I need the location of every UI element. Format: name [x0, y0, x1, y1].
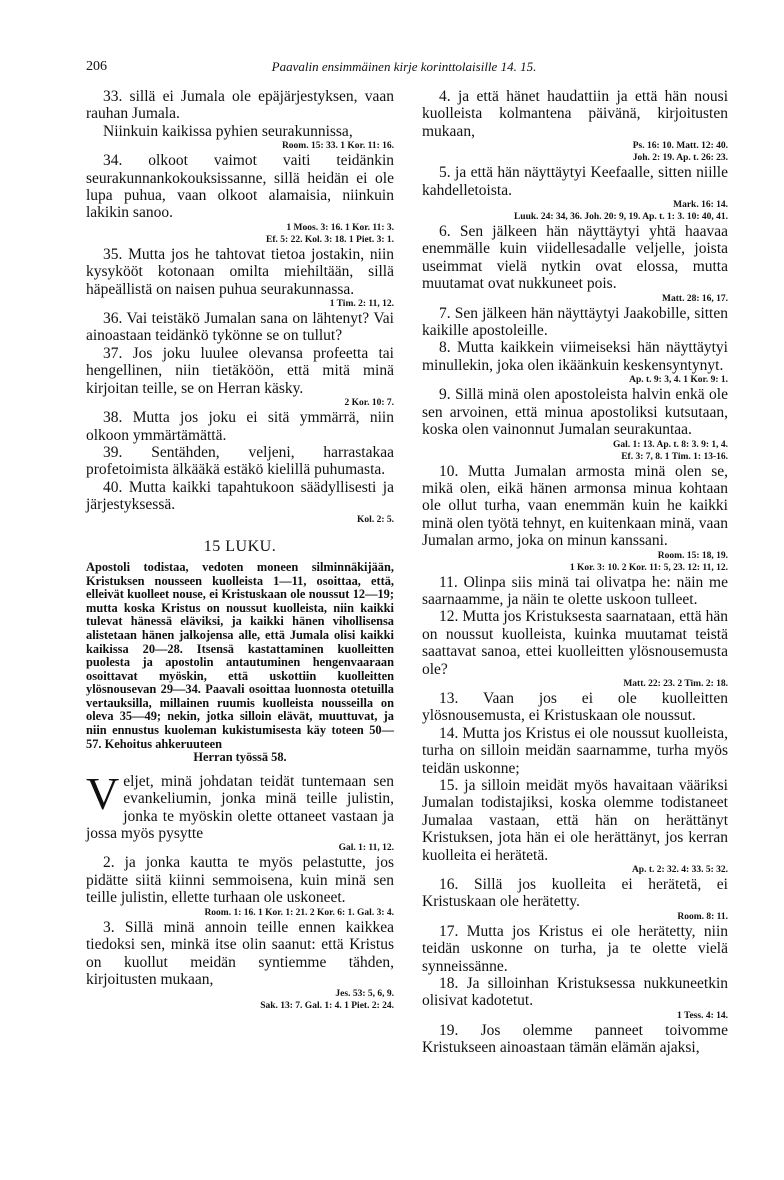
verse-36: 36. Vai teistäkö Jumalan sana on lähtenyt? Vai ainoastaan teidänkö tykönne se on tullut? [86, 310, 394, 345]
verse-6: 6. Sen jälkeen hän näyttäytyi yhtä haavaa enemmälle kuin viidellesadalle veljelle, joista useimmat vielä nytkin ovat elossa, mutta muutamat ovat nukkuneet pois. [422, 223, 728, 293]
verse-38: 38. Mutta jos joku ei sitä ymmärrä, niin olkoon ymmärtämättä. [86, 409, 394, 444]
verse-35: 35. Mutta jos he tahtovat tietoa jostakin, niin kysykööt kotonaan omilta miehiltään, sillä häpeällistä on naisen puhua seurakunnassa. [86, 245, 394, 298]
verse-10-references: Room. 15: 18, 19. [657, 550, 728, 561]
verse-14: 14. Mutta jos Kristus ei ole noussut kuolleista, turha on silloin meidän saarnamme, turha myös teidän uskonne; [422, 724, 728, 777]
verse-8-references: Ap. t. 9: 3, 4. 1 Kor. 9: 1. [629, 375, 728, 386]
verse-2: 2. ja jonka kautta te myös pelastutte, jos pidätte siitä kiinni semmoisena, kuin minä sen teille julistin, ellette turhaan ole uskoneet. [86, 854, 394, 907]
verse-4-references-2: Joh. 2: 19. Ap. t. 26: 23. [632, 153, 728, 164]
verse-18-references: 1 Tess. 4: 14. [677, 1010, 728, 1021]
drop-cap: V [86, 767, 120, 819]
verse-3-references-2: Sak. 13: 7. Gal. 1: 4. 1 Piet. 2: 24. [260, 1001, 394, 1012]
verse-13: 13. Vaan jos ei ole kuolleitten ylösnousemusta, ei Kristuskaan ole noussut. [422, 689, 728, 725]
verse-10: 10. Mutta Jumalan armosta minä olen se, mikä olen, eikä hänen armonsa minua kohtaan ole ollut turha, vaan enemmän kuin he kaikki minä olen työtä tehnyt, en kuitenkaan minä, vaan Jumalan armo, joka on minun kanssani. [422, 462, 728, 550]
verse-12-references: Matt. 22: 23. 2 Tim. 2: 18. [623, 678, 728, 689]
chapter-summary: Apostoli todistaa, vedoten moneen silminnäkijään, Kristuksen nousseen kuolleista 1—11, osoittaa, että, elleivät kuolleet nouse, ei Kristuskaan ole noussut 12—19; mutta koska Kristus on noussut kuolleista, niin kaikki tulevat hänessä eläviksi, ja kaikki hänen vihollisensa alistetaan hänen jalkojensa alle, että Jumala olisi kaikki kaikissa 20—28. Itsensä kastattaminen kuolleitten puolesta ja apostolin antautuminen hengenvaaraan osoittavat myöskin, että uskottiin kuolleitten ylösnousevan 29—34. Paavali osoittaa luonnosta otetuilla vertauksilla, millainen ruumis kuolleista nousseilla on oleva 35—49; nekin, jotka silloin elävät, muuttuvat, ja niin ennustus kuoleman kukistumisesta käy toteen 50—57. Kehoitus ahkeruuteen [86, 559, 394, 751]
running-title: Paavalin ensimmäinen kirje korinttolaisille 14. 15. [271, 59, 537, 74]
verse-3: 3. Sillä minä annoin teille ennen kaikkea tiedoksi sen, minkä itse olin saanut: että Kristus on kuollut meidän syntiemme tähden, kirjoitusten mukaan, [86, 918, 394, 988]
verse-9-references: Gal. 1: 13. Ap. t. 8: 3. 9: 1, 4. [612, 439, 728, 450]
verse-9: 9. Sillä minä olen apostoleista halvin enkä ole sen arvoinen, että minua apostoliksi kutsutaan, koska olen vainonnut Jumalan seurakuntaa. [422, 386, 728, 439]
verse-39: 39. Sentähden, veljeni, harrastakaa profetoimista älkääkä estäkö kielillä puhumasta. [86, 443, 394, 479]
verse-6-references: Matt. 28: 16, 17. [662, 293, 728, 304]
verse-35-references: 1 Tim. 2: 11, 12. [329, 299, 394, 310]
verse-16-references: Room. 8: 11. [677, 911, 728, 922]
verse-7: 7. Sen jälkeen hän näyttäytyi Jaakobille, sitten kaikille apostoleille. [422, 304, 728, 340]
verse-37: 37. Jos joku luulee olevansa profeetta tai hengellinen, niin tietäköön, että mitä minä kirjoitan teille, se on Herran käsky. [86, 344, 394, 397]
chapter-summary-end: Herran työssä 58. [193, 750, 287, 765]
verse-3-references: Jes. 53: 5, 6, 9. [335, 989, 394, 1000]
verse-33-continued: Niinkuin kaikissa pyhien seurakunnissa, [103, 122, 353, 140]
verse-5-references: Mark. 16: 14. [673, 200, 728, 211]
verse-34: 34. olkoot vaimot vaiti teidänkin seurakunnankokouksissanne, sillä heidän ei ole lupa puhua, vaan olkoot alamaisia, niinkuin lakikin sanoo. [86, 152, 394, 222]
verse-15-references: Ap. t. 2: 32. 4: 33. 5: 32. [631, 865, 728, 876]
verse-9-references-2: Ef. 3: 7, 8. 1 Tim. 1: 13-16. [621, 451, 728, 462]
verse-5: 5. ja että hän näyttäytyi Keefaalle, sitten niille kahdelletoista. [422, 164, 728, 199]
verse-40-references: Kol. 2: 5. [357, 514, 394, 525]
verse-12: 12. Mutta jos Kristuksesta saarnataan, että hän on noussut kuolleista, kuinka muutamat teistä saattavat sanoa, ettei kuolleitten ylösnousemusta ole? [422, 608, 728, 678]
verse-4-references: Ps. 16: 10. Matt. 12: 40. [632, 141, 728, 152]
verse-11: 11. Olinpa siis minä tai olivatpa he: näin me saarnaamme, ja näin te olette uskoon tulleet. [422, 573, 728, 608]
verse-4: 4. ja että hänet haudattiin ja että hän nousi kuolleista kolmantena päivänä, kirjoitusten mukaan, [422, 88, 728, 140]
verse-10-references-2: 1 Kor. 3: 10. 2 Kor. 11: 5, 23. 12: 11, 12. [569, 562, 728, 573]
verse-15: 15. ja silloin meidät myös havaitaan vääriksi Jumalan todistajiksi, koska olemme todistaneet Jumalaa vastaan, että hän on herättänyt Kristuksen, jota hän ei ole herättänyt, jos kerran kuolleita ei herätetä. [422, 777, 728, 864]
page-number: 206 [86, 59, 107, 74]
verse-17: 17. Mutta jos Kristus ei ole herätetty, niin teidän uskonne on turha, ja te olette vielä synneissänne. [422, 922, 728, 975]
page-header [86, 59, 722, 81]
verse-5-references-2: Luuk. 24: 34, 36. Joh. 20: 9, 19. Ap. t. 1: 3. 10: 40, 41. [513, 212, 728, 223]
verse-19: 19. Jos olemme panneet toivomme Kristukseen ainoastaan tämän elämän ajaksi, [422, 1021, 728, 1057]
chapter-heading: 15 LUKU. [203, 537, 277, 555]
left-column [86, 88, 394, 1012]
verse-2-references: Room. 1: 16. 1 Kor. 1: 21. 2 Kor. 6: 1. Gal. 3: 4. [204, 907, 394, 918]
verse-40: 40. Mutta kaikki tapahtukoon säädyllisesti ja järjestyksessä. [86, 478, 394, 514]
verse-37-references: 2 Kor. 10: 7. [344, 398, 394, 409]
verse-1-references: Gal. 1: 11, 12. [338, 843, 394, 854]
verse-34-references: 1 Moos. 3: 16. 1 Kor. 11: 3. [286, 222, 394, 233]
verse-1-text: eljet, minä johdatan teidät tuntemaan sen evankeliumin, jonka minä teille julistin, jonka te myöskin olette ottaneet vastaan ja jossa myös pysytte [86, 772, 394, 843]
verse-33-references: Room. 15: 33. 1 Kor. 11: 16. [281, 141, 394, 152]
verse-1 [86, 767, 394, 843]
verse-18: 18. Ja silloinhan Kristuksessa nukkuneetkin olisivat kadotetut. [422, 975, 728, 1010]
verse-8: 8. Mutta kaikkein viimeiseksi hän näyttäytyi minullekin, joka olen ikäänkuin keskensyntynyt. [422, 339, 728, 374]
verse-16: 16. Sillä jos kuolleita ei herätetä, ei Kristuskaan ole herätetty. [422, 876, 728, 911]
verse-34-references-2: Ef. 5: 22. Kol. 3: 18. 1 Piet. 3: 1. [266, 234, 394, 245]
right-column [422, 88, 728, 1057]
verse-33: 33. sillä ei Jumala ole epäjärjestyksen, vaan rauhan Jumala. [86, 88, 394, 123]
